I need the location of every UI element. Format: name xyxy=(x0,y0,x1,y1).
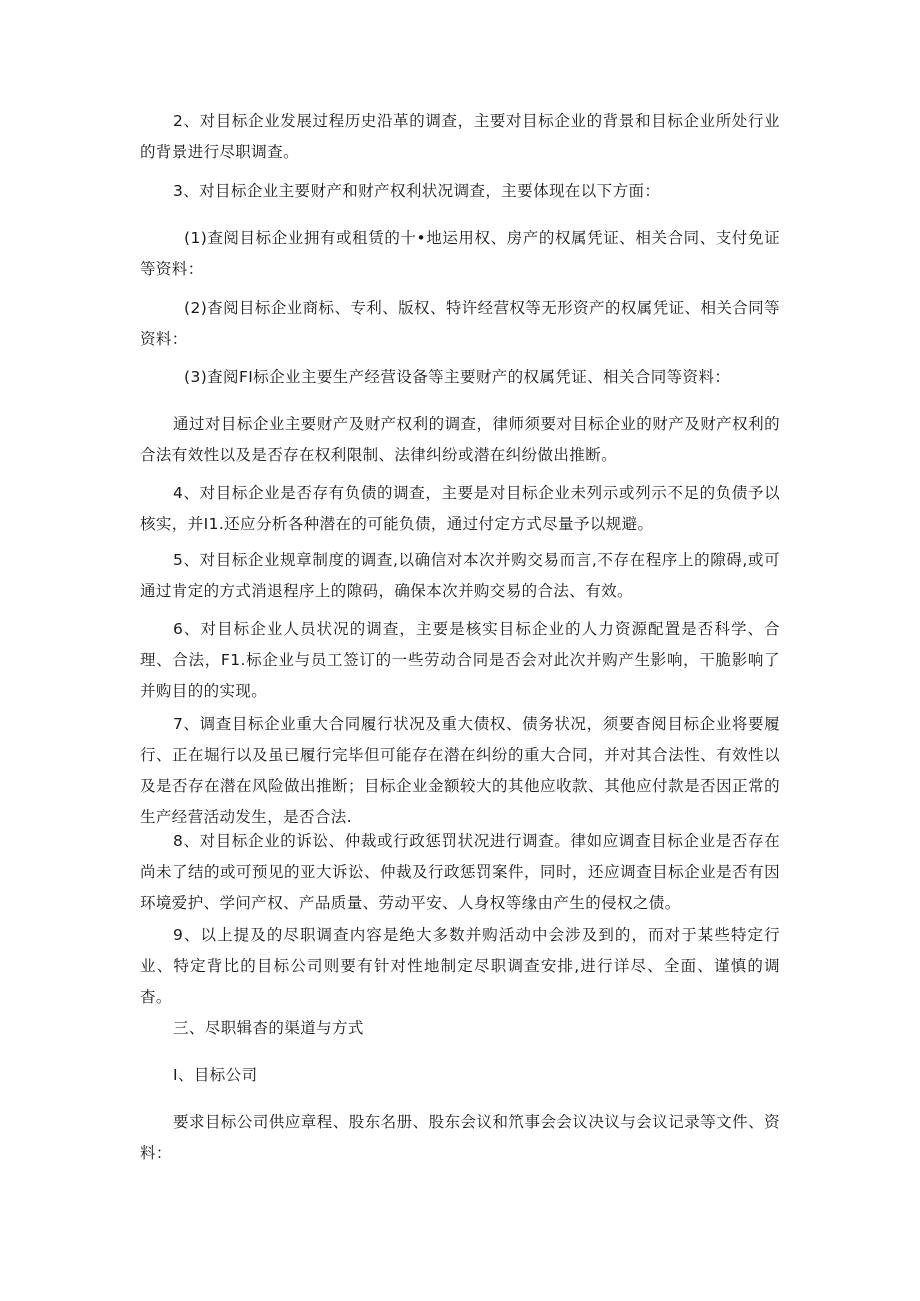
paragraph-land-use: (1)查阅目标企业拥有或租赁的十•地运用权、房产的权属凭证、相关合同、支付免证等资料： xyxy=(140,229,780,278)
paragraph-equipment: (3)査阅FI标企业主要生产经营设备等主要财产的权属凭证、相关合同等资料： xyxy=(184,368,731,386)
paragraph-litigation: 8、对目标企业的诉讼、仲裁或行政惩罚状况进行调查。律如应调查目标企业是否存在尚未了结的或可预见的亚大诉讼、仲裁及行政惩罚案件，同时，还应调查目标企业是否有因环境爱护、学问产权、产品质量、劳动平安、人身权等缘由产生的侵权之债。 xyxy=(140,832,780,912)
section-heading: 三、尽职辑杳的渠道与方式 xyxy=(173,1019,364,1037)
paragraph-property-conclusion: 通过对目标企业主要财产及财产权利的调查，律师须要对目标企业的财产及财产权利的合法有效性以及是否存在权利限制、法律纠纷或潜在纠纷做出推断。 xyxy=(140,415,780,464)
paragraph-intangible: (2)杳阅目标企业商标、专利、版权、特许经营权等无形资产的权属凭证、相关合同等资料： xyxy=(140,299,780,348)
paragraph-regulations: 5、对目标企业规章制度的调查,以确信对本次并购交易而言,不存在程序上的隙碍,或可通过肯定的方式消退程序上的隙码，确保本次并购交易的合法、有效。 xyxy=(140,551,780,600)
subsection-heading: I、目标公司 xyxy=(173,1066,258,1084)
paragraph-contracts: 7、调查目标企业重大合同履行状况及重大债权、债务状况，须要杳阅目标企业将要履行、正在堀行以及虽已履行完毕但可能存在潜在纠纷的重大合同，并对其合法性、有效性以及是否存在潜在风险做出推断；目标企业金额较大的其他应收款、其他应付款是否因正常的生产经营活动发生，是否合法. xyxy=(140,715,780,826)
paragraph-personnel: 6、对目标企业人员状况的调查，主要是核实目标企业的人力资源配置是否科学、合理、合法，F1.标企业与员工签订的一些劳动合同是否会对此次并购产生影响，干脆影响了并购目的的实现。 xyxy=(140,620,780,700)
paragraph-property-intro: 3、对目标企业主要财产和财产权利状况调查，主要体现在以下方面： xyxy=(173,182,661,200)
paragraph-liabilities: 4、对目标企业是否存有负债的调查，主要是对目标企业未列示或列示不足的负债予以核实，并I1.还应分析各种潜在的可能负债，通过付定方式尽量予以规避。 xyxy=(140,484,780,533)
paragraph-summary: 9、以上提及的尽职调查内容是绝大多数并购活动中会涉及到的，而对于某些特定行业、特定背比的目标公司则要有针对性地制定尽职调查安排,进行详尽、全面、谨慎的调杳。 xyxy=(140,926,780,1006)
paragraph-history: 2、对目标企业发展过程历史沿革的调查，主要对目标企业的背景和目标企业所处行业的背景进行尽职调查。 xyxy=(140,112,780,161)
paragraph-company-documents: 要求目标公司供应章程、股东名册、股东会议和笊事会会议决议与会议记录等文件、资料： xyxy=(140,1113,780,1162)
